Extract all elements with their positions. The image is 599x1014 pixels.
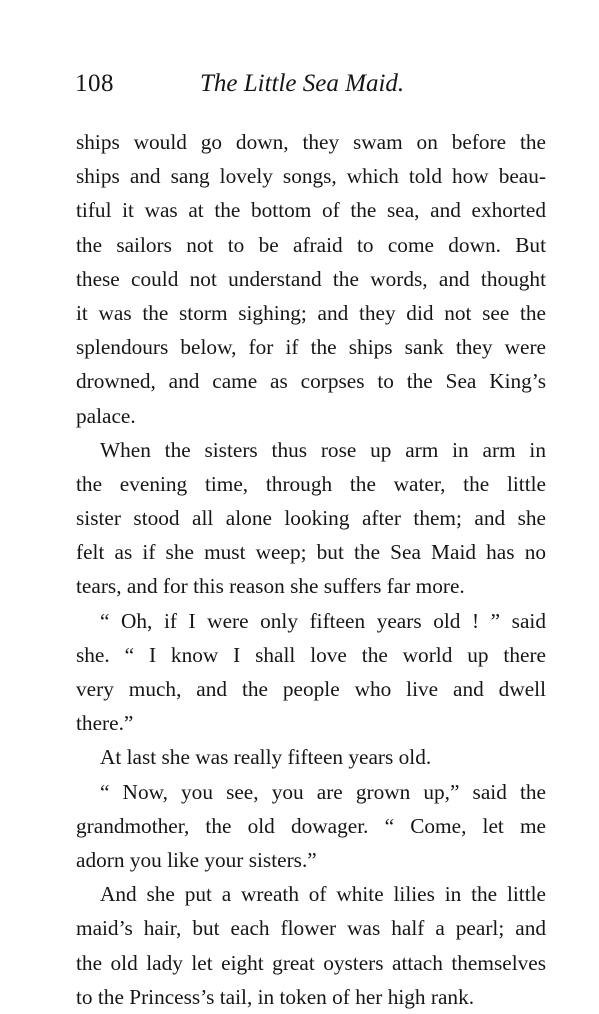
text-line: tears, and for this reason she suffers far more. <box>76 574 465 599</box>
text-line: to the Princess’s tail, in token of her high rank. <box>76 984 475 1009</box>
text-line: ships and sang lovely songs, which told how beau- <box>76 164 546 189</box>
text-line: drowned, and came as corpses to the Sea King’s <box>76 369 546 394</box>
text-line: adorn you like your sisters.” <box>76 847 317 872</box>
text-line: she. “ I know I shall love the world up there <box>76 642 546 667</box>
text-line: there.” <box>76 711 134 736</box>
text-line: very much, and the people who live and dwell <box>76 677 546 701</box>
text-line: maid’s hair, but each flower was half a pearl; and <box>76 916 546 941</box>
text-line: grandmother, the old dowager. “ Come, let me <box>76 813 546 838</box>
text-line: it was the storm sighing; and they did not see the <box>76 300 546 325</box>
page-header <box>75 70 545 106</box>
text-line: sister stood all alone looking after them; and she <box>76 506 546 531</box>
text-line: tiful it was at the bottom of the sea, and exhorted <box>76 198 546 223</box>
text-line: At last she was really fifteen years old. <box>100 745 432 770</box>
text-line: “ Oh, if I were only fifteen years old ! ” said <box>100 608 546 633</box>
text-line: ships would go down, they swam on before the <box>76 130 546 154</box>
page-number: 108 <box>75 70 114 97</box>
text-line: “ Now, you see, you are grown up,” said the <box>100 779 546 804</box>
text-line: the evening time, through the water, the little <box>76 471 546 496</box>
text-line: splendours below, for if the ships sank they were <box>76 335 546 360</box>
running-title: The Little Sea Maid. <box>200 70 405 97</box>
text-line: And she put a wreath of white lilies in the little <box>100 882 546 907</box>
text-line: palace. <box>76 403 136 428</box>
text-line: the old lady let eight great oysters attach themselves <box>76 950 546 975</box>
text-line: felt as if she must weep; but the Sea Maid has no <box>76 540 546 565</box>
text-line: these could not understand the words, and thought <box>76 266 546 291</box>
body-text <box>76 125 546 1014</box>
text-line: When the sisters thus rose up arm in arm in <box>100 437 546 462</box>
text-line: the sailors not to be afraid to come down. But <box>76 232 546 257</box>
